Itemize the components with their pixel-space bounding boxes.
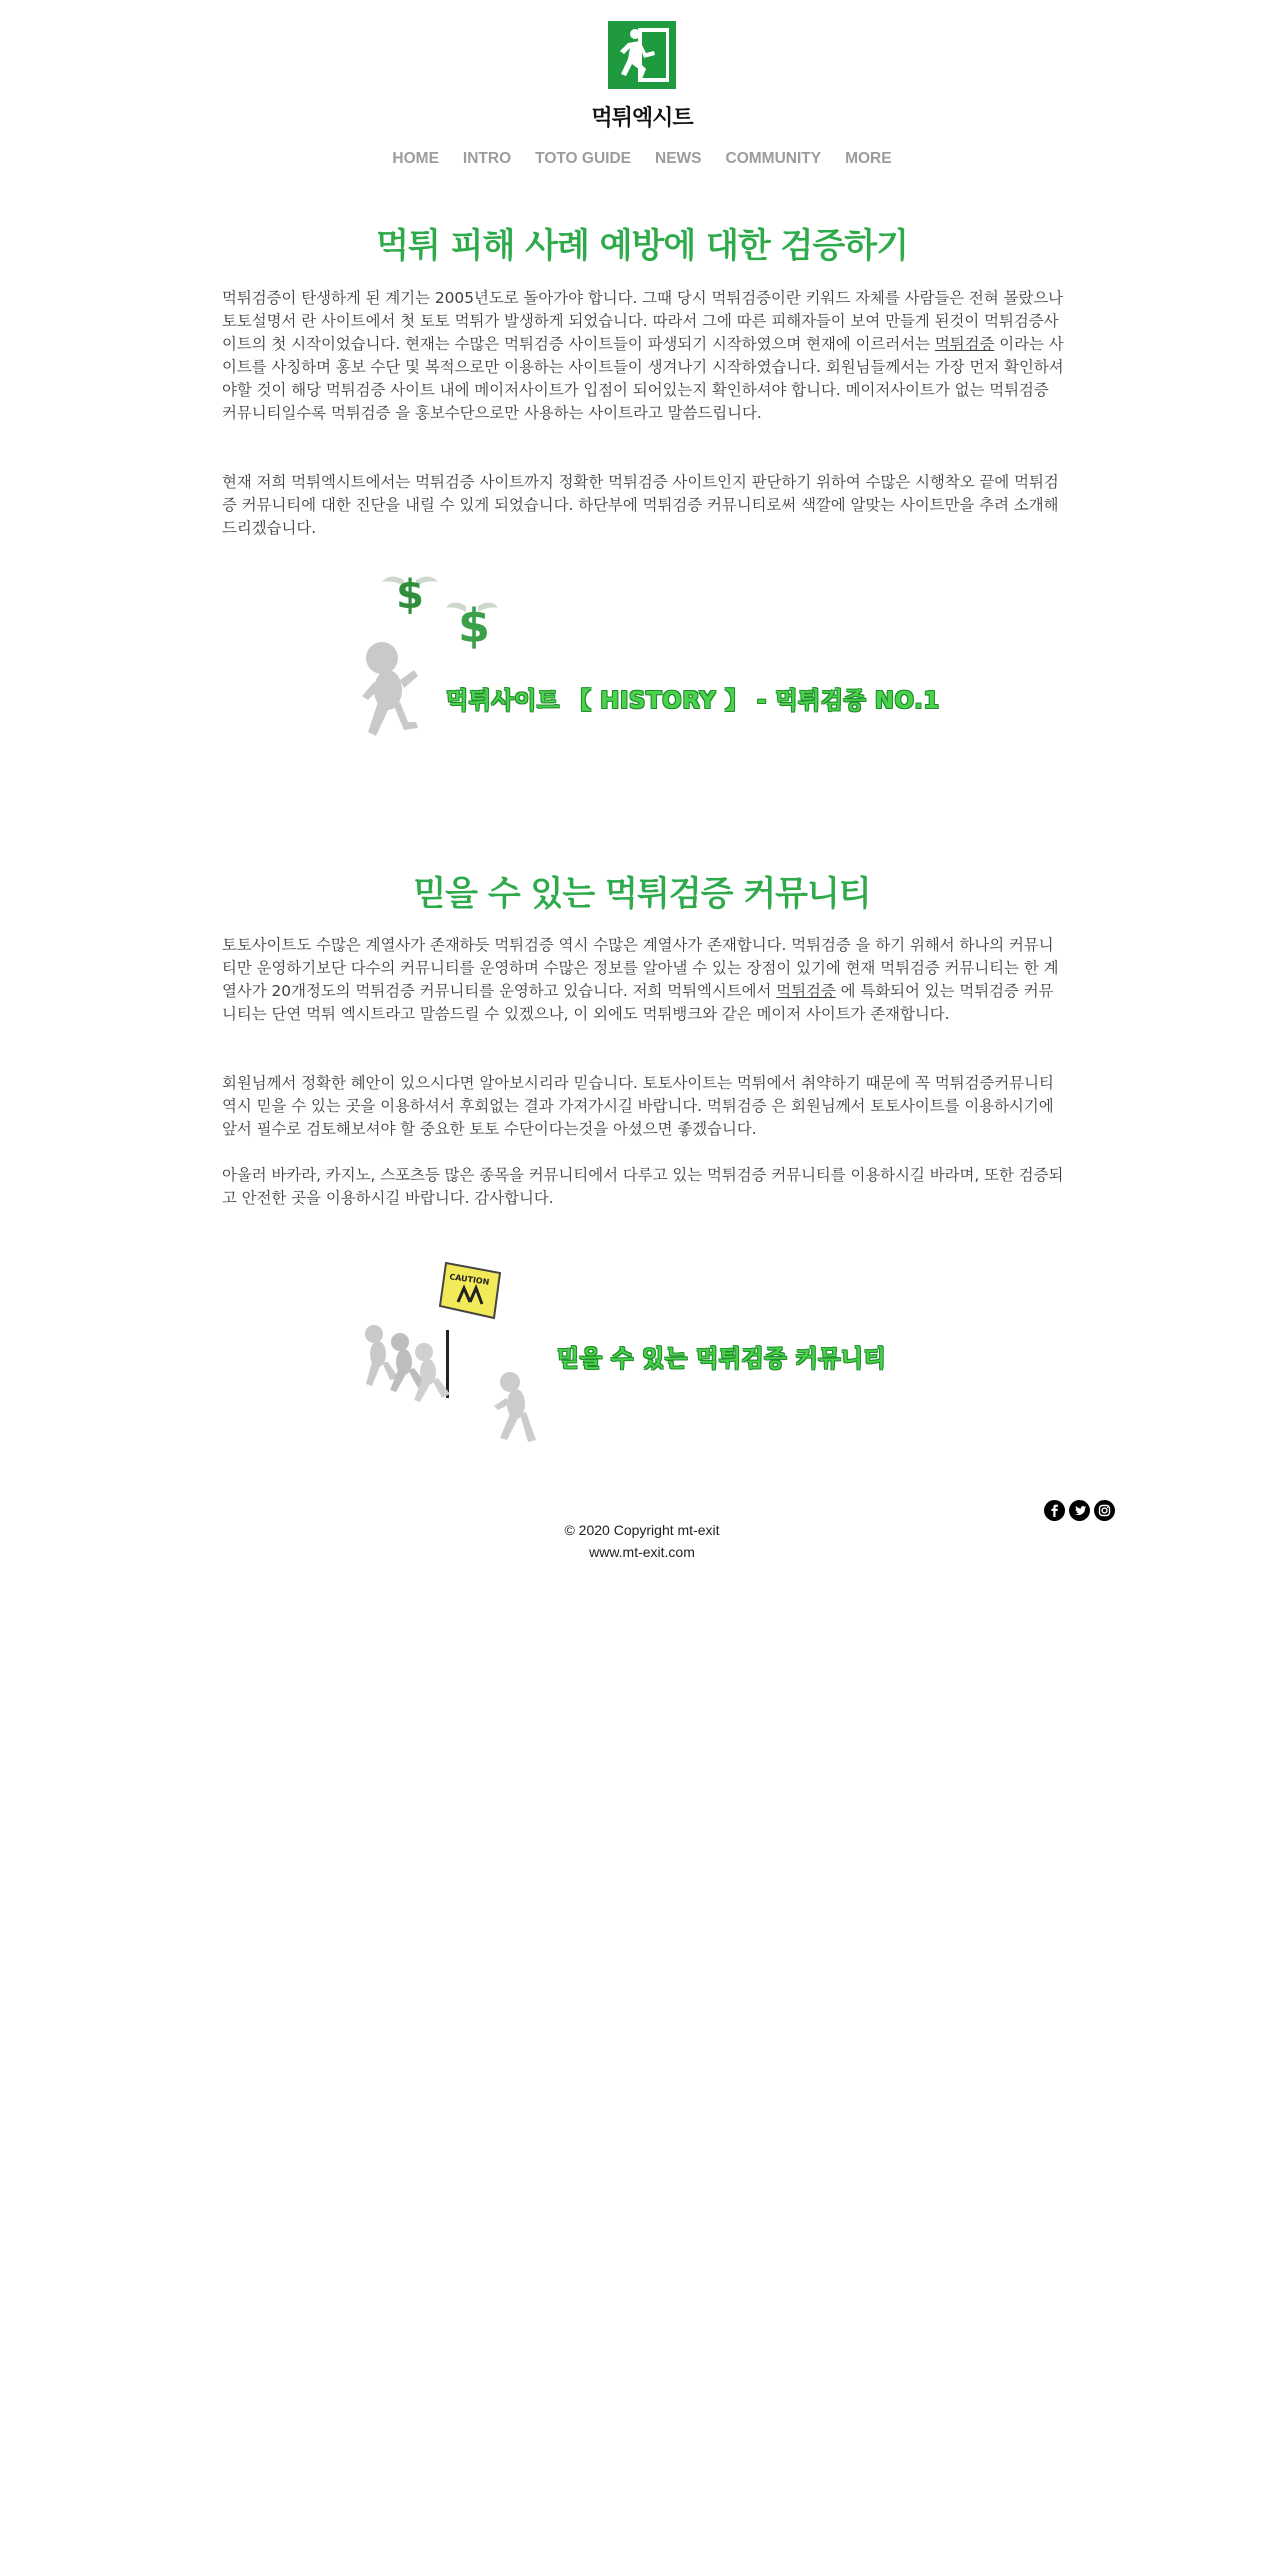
section1-paragraph-1 (222, 287, 1068, 425)
svg-text:$: $ (457, 599, 491, 653)
dollar-icon (382, 572, 438, 618)
site-logo[interactable] (608, 21, 676, 89)
section1-p1-text-b: 이라는 사이트를 사칭하며 홍보 수단 및 복적으로만 이용하는 사이트들이 생겨나기 시작하였습니다. 회원님들께서는 가장 먼저 확인하셔야할 것이 해당 먹튀검증 사이트 내에 메이저사이트가 입점이 되어있는지 확인하셔야 합니다. 메이저사이트가 없는 먹튀검증 커뮤니티일수록 먹튀검증 을 홍보수단으로만 사용하는 사이트라고 말씀드립니다. (222, 335, 1064, 422)
section2-paragraph-1 (222, 934, 1068, 1026)
nav-more[interactable]: MORE (845, 150, 892, 167)
nav-toto-guide[interactable]: TOTO GUIDE (535, 150, 632, 167)
section1-paragraph-2: 현재 저희 먹튀엑시트에서는 먹튀검증 사이트까지 정확한 먹튀검증 사이트인지 판단하기 위하여 수많은 시행착오 끝에 먹튀검증 커뮤니티에 대한 진단을 내릴 수 있게 되었습니다. 하단부에 먹튀검증 커뮤니티로써 색깔에 알맞는 사이트만을 추려 소개해드리겠습니다. (222, 473, 1059, 537)
caution-sign-icon (440, 1263, 500, 1398)
nav-news[interactable]: NEWS (655, 150, 702, 167)
section1-p1-text-a: 먹튀검증이 탄생하게 된 계기는 2005년도로 돌아가야 합니다. 그때 당시 먹튀검증이란 키워드 자체를 사람들은 전혀 몰랐으나 토토설명서 란 사이트에서 첫 토토 먹튀가 발생하게 되었습니다. 따라서 그에 따른 피해자들이 보여 만들게 된것이 먹튀검증사이트의 첫 시작이었습니다. 현재는 수많은 먹튀검증 사이트들이 파생되기 시작하였으며 현재에 이르러서는 (222, 289, 1064, 353)
section1-heading: 먹튀 피해 사례 예방에 대한 검증하기 (376, 226, 908, 266)
main-nav (0, 150, 1284, 168)
running-figure-icon (494, 1372, 536, 1442)
facebook-icon[interactable] (1044, 1500, 1065, 1521)
nav-home[interactable]: HOME (392, 150, 439, 167)
svg-text:$: $ (396, 572, 424, 618)
history-caption: 먹튀사이트 【 HISTORY 】 - 먹튀검증 NO.1 (446, 688, 940, 714)
section2-heading: 믿을 수 있는 먹튀검증 커뮤니티 (413, 874, 871, 914)
running-figure-icon (365, 1325, 400, 1386)
section2-paragraph-3: 아울러 바카라, 카지노, 스포츠등 많은 종목을 커뮤니티에서 다루고 있는 먹튀검증 커뮤니티를 이용하시길 바라며, 또한 검증되고 안전한 곳을 이용하시길 바랍니다. 감사합니다. (222, 1166, 1064, 1207)
site-name[interactable]: 먹튀엑시트 (591, 106, 693, 131)
section2-p1-text-a: 토토사이트도 수많은 계열사가 존재하듯 먹튀검증 역시 수많은 계열사가 존재합니다. 먹튀검증 을 하기 위해서 하나의 커뮤니티만 운영하기보단 다수의 커뮤니티를 운영하며 수많은 정보를 알아낼 수 있는 장점이 있기에 현재 먹튀검증 커뮤니티는 한 계열사가 20개정도의 먹튀검증 커뮤니티를 운영하고 있습니다. 저희 먹튀엑시트에서 (222, 936, 1059, 1000)
dollar-icon (446, 599, 498, 653)
money-runner-graphic (360, 560, 920, 760)
running-figure-icon (414, 1343, 450, 1402)
copyright-text: © 2020 Copyright mt-exit (564, 1522, 720, 1538)
section1-link-mtverify[interactable]: 먹튀검증 (934, 335, 995, 353)
section2-p1-text-b: 에 특화되어 있는 먹튀검증 커뮤니티는 단연 먹튀 엑시트라고 말씀드릴 수 있겠으나, 이 외에도 먹튀뱅크와 같은 메이저 사이트가 존재합니다. (222, 982, 1054, 1023)
running-figure-icon (362, 642, 418, 736)
section2-paragraph-2: 회원님께서 정확한 혜안이 있으시다면 알아보시리라 믿습니다. 토토사이트는 먹튀에서 취약하기 때문에 꼭 먹튀검증커뮤니티 역시 믿을 수 있는 곳을 이용하셔서 후회없는 결과 가져가시길 바랍니다. 먹튀검증 은 회원님께서 토토사이트를 이용하시기에 앞서 필수로 검토해보셔야 할 중요한 토토 수단이다는것을 아셨으면 좋겠습니다. (222, 1074, 1054, 1138)
history-illustration (360, 560, 920, 760)
caution-sign-text: CAUTION (448, 1272, 490, 1287)
site-url-link[interactable]: www.mt-exit.com (589, 1544, 695, 1560)
emergency-exit-icon (608, 21, 676, 89)
community-caption: 믿을 수 있는 먹튀검증 커뮤니티 (557, 1346, 887, 1372)
section2-link-mtverify[interactable]: 먹튀검증 (776, 982, 836, 1000)
social-bar (1040, 1500, 1115, 1522)
instagram-icon[interactable] (1094, 1500, 1115, 1521)
twitter-icon[interactable] (1069, 1500, 1090, 1521)
nav-community[interactable]: COMMUNITY (725, 150, 822, 167)
running-figure-icon (390, 1333, 426, 1392)
nav-intro[interactable]: INTRO (462, 150, 512, 167)
